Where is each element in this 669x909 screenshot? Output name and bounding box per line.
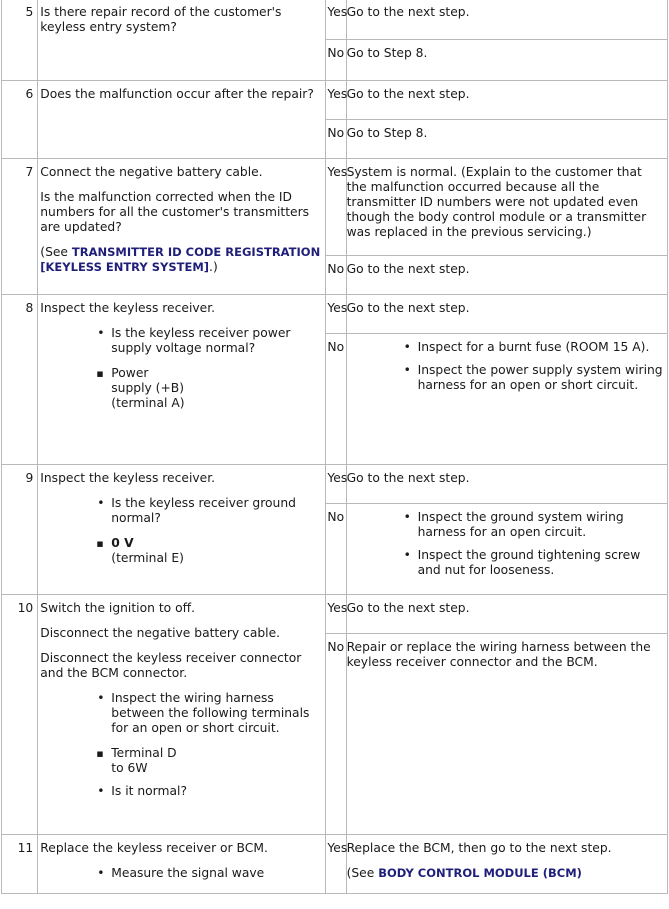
- sub-bullet-item: ▪ Terminal D to 6W: [111, 746, 191, 776]
- action-no: Go to Step 8.: [346, 120, 667, 159]
- answer-yes: Yes: [326, 465, 346, 504]
- step-row: [2, 595, 668, 634]
- action-yes: Go to the next step.: [346, 81, 667, 120]
- action-no: [346, 504, 667, 595]
- bullet-item: • Inspect the wiring harness between the following terminals for an open or short circuit. ▪ Terminal D to 6W: [111, 691, 323, 776]
- step-row: [2, 0, 668, 40]
- bullet-item: • Is the keyless receiver power supply voltage normal? ▪ Power supply (+B) (terminal A): [111, 326, 323, 411]
- action-item: • Inspect the ground tightening screw and nut for looseness.: [418, 548, 665, 578]
- step-question: Inspect the keyless receiver. • Is the keyless receiver power supply voltage normal? ▪ Power supply (+B) (terminal A): [38, 295, 326, 465]
- step-row: [2, 295, 668, 334]
- bullet-item: • Measure the signal wave: [111, 866, 323, 881]
- step-number: 11: [2, 835, 38, 894]
- step-number: 9: [2, 465, 38, 595]
- action-no: [346, 334, 667, 465]
- answer-yes: Yes: [326, 835, 346, 894]
- step-row: [2, 835, 668, 894]
- action-no: Repair or replace the wiring harness between the keyless receiver connector and the BCM.: [346, 634, 667, 835]
- action-item: • Inspect for a burnt fuse (ROOM 15 A).: [418, 340, 665, 355]
- action-yes: Go to the next step.: [346, 295, 667, 334]
- sub-bullet-item: ▪ Power supply (+B) (terminal A): [111, 366, 191, 411]
- step-number: 10: [2, 595, 38, 835]
- answer-no: No: [326, 256, 346, 295]
- transmitter-id-registration-link[interactable]: TRANSMITTER ID CODE REGISTRATION [KEYLESS ENTRY SYSTEM]: [40, 245, 321, 274]
- answer-yes: Yes: [326, 595, 346, 634]
- step-question: Replace the keyless receiver or BCM. • Measure the signal wave: [38, 835, 326, 894]
- bullet-item: • Is the keyless receiver ground normal? ▪ 0 V (terminal E): [111, 496, 323, 566]
- bullet-item: • Is it normal?: [111, 784, 323, 799]
- sub-bullet-item: ▪ 0 V (terminal E): [111, 536, 191, 566]
- answer-no: No: [326, 634, 346, 835]
- step-number: 5: [2, 0, 38, 81]
- step-number: 8: [2, 295, 38, 465]
- answer-no: No: [326, 334, 346, 465]
- body-control-module-link[interactable]: BODY CONTROL MODULE (BCM): [378, 866, 582, 880]
- action-no: Go to Step 8.: [346, 40, 667, 81]
- step-row: [2, 81, 668, 120]
- action-yes: Replace the BCM, then go to the next step. (See BODY CONTROL MODULE (BCM): [346, 835, 667, 894]
- step-question: Does the malfunction occur after the repair?: [38, 81, 326, 159]
- action-yes: Go to the next step.: [346, 0, 667, 40]
- action-yes: Go to the next step.: [346, 465, 667, 504]
- action-yes: System is normal. (Explain to the customer that the malfunction occurred because all the transmitter ID numbers were not updated even though the body control module or a transmitter was replaced in the previous servicing.): [346, 159, 667, 256]
- answer-yes: Yes: [326, 159, 346, 256]
- step-number: 6: [2, 81, 38, 159]
- answer-yes: Yes: [326, 295, 346, 334]
- step-question: Switch the ignition to off. Disconnect the negative battery cable. Disconnect the keyless receiver connector and the BCM connector. • Inspect the wiring harness between the following terminals for an open or short circuit. ▪ Terminal D to 6W • Is it normal?: [38, 595, 326, 835]
- action-item: • Inspect the ground system wiring harness for an open circuit.: [418, 510, 665, 540]
- answer-no: No: [326, 120, 346, 159]
- step-row: [2, 465, 668, 504]
- step-row: [2, 159, 668, 256]
- action-item: • Inspect the power supply system wiring harness for an open or short circuit.: [418, 363, 665, 393]
- step-question: Is there repair record of the customer's keyless entry system?: [38, 0, 326, 81]
- step-number: 7: [2, 159, 38, 295]
- answer-no: No: [326, 40, 346, 81]
- diagnostic-procedure-table: [1, 0, 668, 894]
- action-no: Go to the next step.: [346, 256, 667, 295]
- answer-yes: Yes: [326, 0, 346, 40]
- step-question: Connect the negative battery cable. Is the malfunction corrected when the ID numbers for all the customer's transmitters are updated? (See TRANSMITTER ID CODE REGISTRATION [KEYLESS ENTRY SYSTEM].): [38, 159, 326, 295]
- step-question: Inspect the keyless receiver. • Is the keyless receiver ground normal? ▪ 0 V (terminal E): [38, 465, 326, 595]
- answer-no: No: [326, 504, 346, 595]
- action-yes: Go to the next step.: [346, 595, 667, 634]
- answer-yes: Yes: [326, 81, 346, 120]
